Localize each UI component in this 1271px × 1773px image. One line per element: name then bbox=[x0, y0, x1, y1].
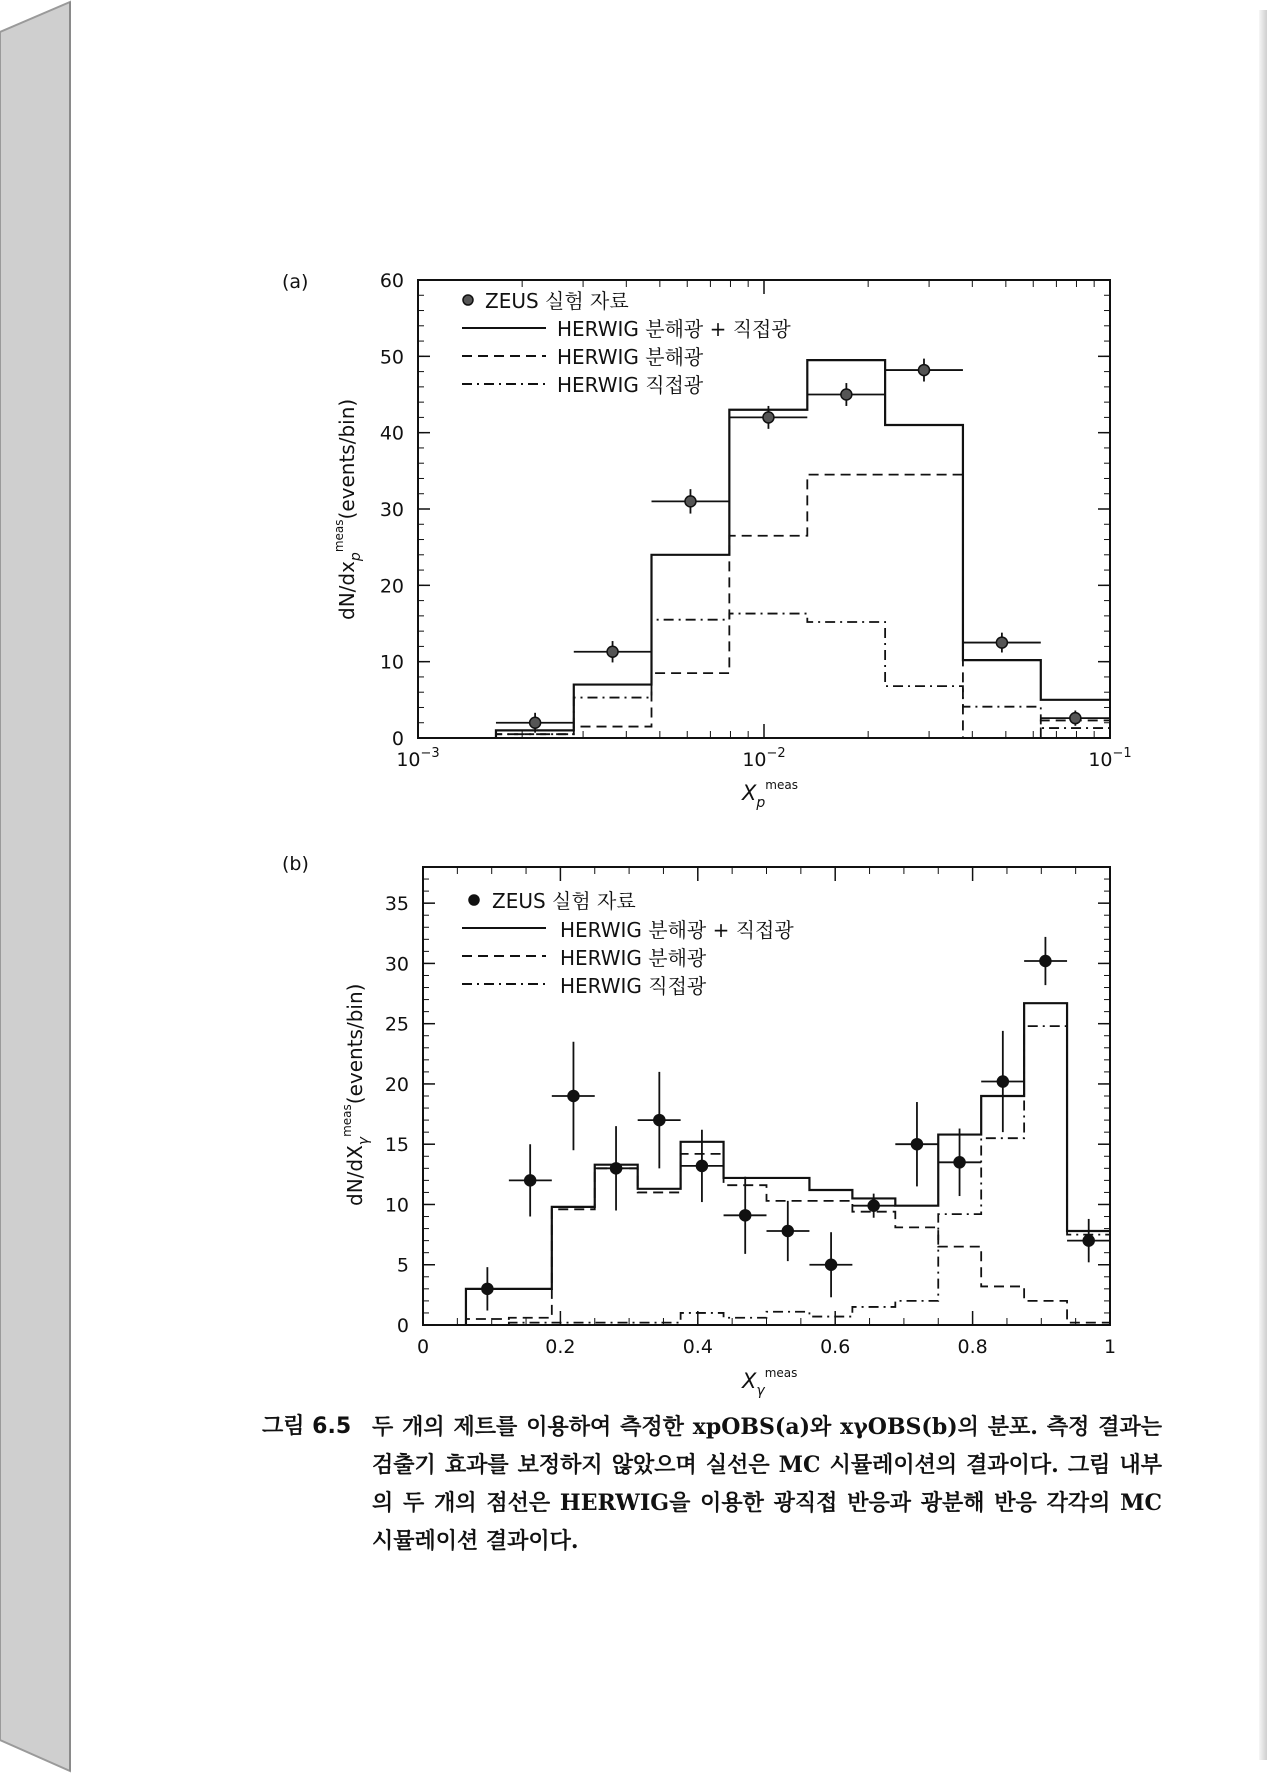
y-tick-label: 30 bbox=[379, 499, 404, 521]
x-axis-label-a: $X_p^{meas}$ bbox=[742, 778, 798, 811]
series-dashdot bbox=[466, 1026, 1110, 1325]
data-point bbox=[782, 1225, 793, 1236]
y-tick-label: 20 bbox=[379, 575, 404, 598]
legend-label-dashdot: HERWIG 직접광 bbox=[557, 373, 704, 397]
y-tick-label: 60 bbox=[379, 270, 404, 292]
series-solid bbox=[466, 1003, 1110, 1325]
data-point bbox=[954, 1157, 965, 1168]
y-tick-label: 20 bbox=[384, 1073, 409, 1096]
y-tick-label: 50 bbox=[379, 346, 404, 369]
data-point bbox=[868, 1200, 879, 1211]
x-tick-label: 0 bbox=[416, 1336, 430, 1358]
y-tick-label: 0 bbox=[391, 728, 404, 750]
data-point bbox=[1040, 956, 1051, 967]
y-tick-label: 10 bbox=[379, 651, 404, 674]
y-tick-label: 15 bbox=[384, 1134, 409, 1157]
data-point bbox=[654, 1115, 665, 1126]
y-tick-label: 0 bbox=[396, 1315, 409, 1337]
y-tick-label: 10 bbox=[384, 1194, 409, 1217]
legend-label-solid: HERWIG 분해광 + 직접광 bbox=[560, 918, 794, 942]
data-point bbox=[482, 1283, 493, 1294]
y-tick-label: 35 bbox=[384, 893, 409, 916]
y-ticks-b bbox=[385, 879, 1110, 1337]
data-point bbox=[525, 1175, 536, 1186]
legend-marker-data bbox=[469, 895, 479, 905]
data-point bbox=[997, 1076, 1008, 1087]
panel-label-b: (b) bbox=[282, 853, 309, 875]
caption-text: 두 개의 제트를 이용하여 측정한 xpOBS(a)와 xγOBS(b)의 분포. 측정 결과는 검출기 효과를 보정하지 않았으며 실선은 MC 시뮬레이션의 결과이다. 그림 내부의 두 개의 점선은 HERWIG을 이용한 광직접 반응과 광분해 반응 각각의 MC 시뮬레이션 결과이다. bbox=[372, 1414, 1162, 1554]
data-point bbox=[1083, 1235, 1094, 1246]
caption-label: 그림 6.5 bbox=[262, 1414, 352, 1439]
x-tick-label: 0.4 bbox=[682, 1336, 713, 1358]
panel-label-a: (a) bbox=[282, 271, 309, 293]
y-tick-label: 25 bbox=[384, 1013, 409, 1036]
data-point bbox=[611, 1163, 622, 1174]
x-tick-label: $10^{-1}$ bbox=[1088, 746, 1132, 771]
x-axis-label-b: $X_\gamma^{meas}$ bbox=[742, 1366, 798, 1399]
y-tick-label: 30 bbox=[384, 953, 409, 976]
data-point bbox=[911, 1139, 922, 1150]
legend-label-data: ZEUS 실험 자료 bbox=[485, 289, 629, 313]
legend-label-data: ZEUS 실험 자료 bbox=[492, 889, 636, 913]
data-point bbox=[740, 1210, 751, 1221]
y-tick-label: 5 bbox=[396, 1254, 409, 1277]
y-tick-label: 40 bbox=[379, 422, 404, 445]
x-tick-label: 0.8 bbox=[957, 1336, 988, 1358]
x-tick-label: $10^{-2}$ bbox=[742, 746, 786, 771]
y-axis-label-b: $dN/dX_\gamma^{meas}(events/bin)$ bbox=[340, 983, 372, 1206]
series-b bbox=[466, 1003, 1110, 1325]
legend-label-dashdot: HERWIG 직접광 bbox=[560, 974, 707, 998]
data-point bbox=[696, 1160, 707, 1171]
legend-label-dashed: HERWIG 분해광 bbox=[557, 345, 704, 369]
x-tick-label: 0.2 bbox=[545, 1336, 576, 1358]
y-axis-label-a: $dN/dx_p^{meas}(events/bin)$ bbox=[332, 398, 364, 620]
legend-label-dashed: HERWIG 분해광 bbox=[560, 946, 707, 970]
x-tick-label: 1 bbox=[1103, 1336, 1117, 1358]
x-tick-label: 0.6 bbox=[820, 1336, 851, 1358]
legend-b bbox=[462, 889, 794, 998]
data-point bbox=[568, 1091, 579, 1102]
data-point bbox=[826, 1259, 837, 1270]
x-tick-label: $10^{-3}$ bbox=[396, 746, 440, 771]
legend-label-solid: HERWIG 분해광 + 직접광 bbox=[557, 317, 791, 341]
